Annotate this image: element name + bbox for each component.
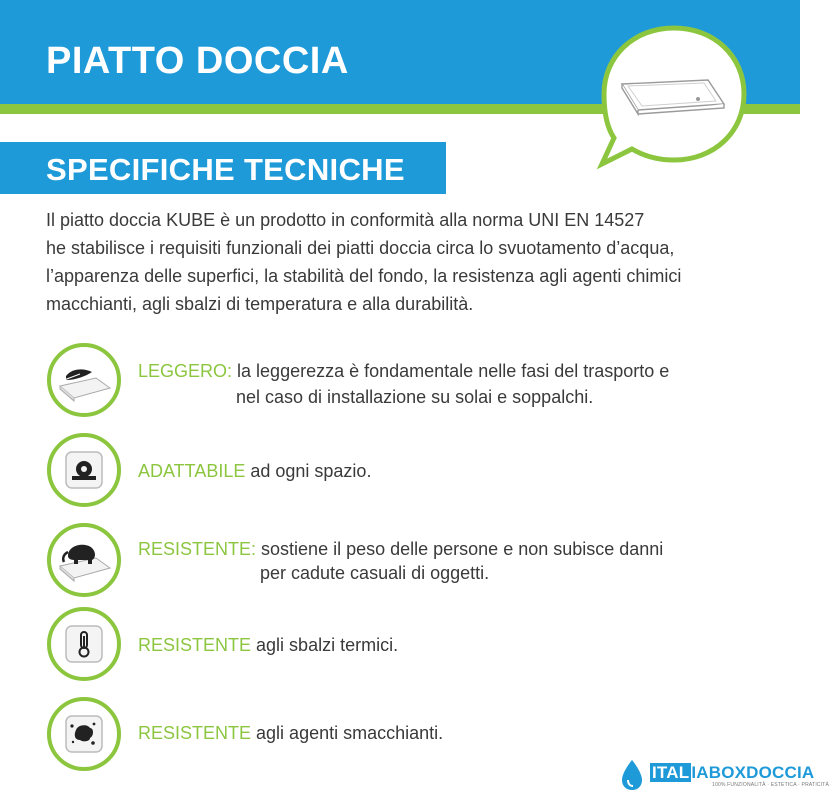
brand-part: IA — [691, 763, 709, 782]
brand-tagline: 100% FUNZIONALITÀ · ESTETICA · PRATICITÀ — [712, 782, 829, 788]
feature-keyword: ADATTABILE — [138, 461, 246, 481]
stain-icon — [46, 696, 122, 772]
feature-keyword: RESISTENTE: — [138, 539, 257, 559]
feature-text: sostiene il peso delle persone e non subisce danni — [256, 539, 664, 559]
feature-keyword: LEGGERO: — [138, 361, 233, 381]
feature-text: agli sbalzi termici. — [251, 635, 399, 655]
thermometer-icon — [46, 606, 122, 682]
feature-text: ad ogni spazio. — [245, 461, 372, 481]
feature-resistant-line2: per cadute casuali di oggetti. — [260, 563, 490, 583]
adaptable-icon — [46, 432, 122, 508]
feature-stain-line1 — [138, 720, 443, 746]
feature-text: la leggerezza è fondamentale nelle fasi del trasporto e — [232, 361, 670, 381]
feature-light-line2: nel caso di installazione su solai e soppalchi. — [236, 387, 594, 407]
intro-line: l’apparenza delle superfici, la stabilità del fondo, la resistenza agli agenti chimici — [46, 266, 682, 286]
feature-keyword: RESISTENTE — [138, 635, 252, 655]
page-title: PIATTO DOCCIA — [46, 40, 349, 82]
intro-line: Il piatto doccia KUBE è un prodotto in conformità alla norma UNI EN 14527 — [46, 210, 645, 230]
feature-keyword: RESISTENTE — [138, 723, 252, 743]
brand-part: ITAL — [652, 763, 690, 782]
shower-tray-bubble-icon — [598, 22, 750, 170]
intro-line: macchianti, agli sbalzi di temperatura e alla durabilità. — [46, 294, 474, 314]
feature-thermal-line1 — [138, 632, 398, 658]
section-title: SPECIFICHE TECNICHE — [46, 152, 405, 187]
feather-tray-icon — [46, 342, 122, 418]
brand-part: BOXDOCCIA — [708, 763, 815, 782]
feature-light-line1 — [138, 358, 669, 384]
feature-text: agli agenti smacchianti. — [251, 723, 444, 743]
intro-line: he stabilisce i requisiti funzionali dei piatti doccia circa lo svuotamento d’acqua, — [46, 238, 675, 258]
intro-paragraph — [46, 206, 766, 318]
feature-resistant-line1 — [138, 536, 663, 562]
feature-adaptable-line1 — [138, 458, 371, 484]
brand-name — [650, 763, 814, 783]
elephant-tray-icon — [46, 522, 122, 598]
